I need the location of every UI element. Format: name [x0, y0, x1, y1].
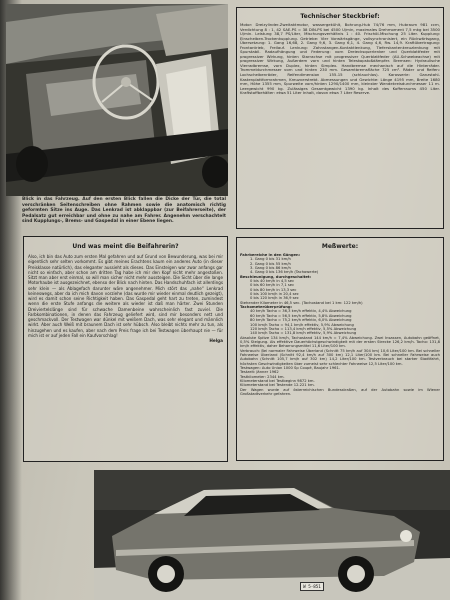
measurement-row: 0 bis 60 km/h in 7,1 sec [250, 283, 295, 288]
measurements-title: Meßwerte: [321, 243, 359, 250]
car-interior-photo [6, 4, 228, 196]
measurement-row: Absolute Spitze 134 km/h, Tachostand 144 km/h = 7,4% Abweichung. Zwei Insassen, Autobahn geöffnet, 0,5% Steigung. Als effektive Dauerhöchstgeschwindigkeit mit der ersten Strecke 126,2 km/h. Tacho: 131,8 km/h effektiv, daher Beharrungsmittel 11,6 Liter/100 km. [240, 335, 440, 349]
measurement-row: 80 km/h Tacho = 75,2 km/h effektiv, 6,0% Abweichung [250, 318, 352, 323]
measurement-row: 1. Gang 0 bis 31 km/h [250, 257, 291, 262]
measurement-row: Testzeit: Jänner 1962 [240, 370, 279, 375]
measurement-row: 4. Gang 0 bis 136 km/h (Tachowerte) [250, 270, 319, 275]
measurement-row: 140 km/h Tacho = 131,8 km/h effektiv, 5,9% Abweichung [250, 331, 357, 336]
measurement-row: 3. Gang 0 bis 86 km/h [250, 266, 291, 271]
measurement-row: Kilometerstand bei Testende 12.221 km. [240, 383, 315, 388]
technical-specs-box [236, 7, 444, 229]
measurement-row: Testwagen: Auto Union 1000 Sp Coupé, Baujahr 1961. [240, 365, 340, 370]
measurements-box [236, 237, 444, 461]
measurement-row: 0 bis 100 km/h in 20,4 sec [250, 292, 299, 297]
measurement-row: 0 bis 120 km/h in 36,9 sec [250, 296, 299, 301]
passenger-opinion-title: Und was meint die Beifahrerin? [72, 243, 179, 250]
passenger-opinion-text: Also, ich bin das Auto zum ersten Mal gefahren und auf Grund von Bewunderung, was bei mir eigentlich sehr selten vorkommt. Es gibt meines Erachtens kaum ein anderes Auto (in dieser Preisklasse natürlich), das eleganter aussieht als dieses. Das Einsteigen war zwar anfangs gar nicht so einfach, aber schon am dritten Tag habe ich mir den Kopf nicht mehr angestoßen. Sitzt man aber erst einmal, so will man sicher nicht mehr aussteigen. Die Sicht über die lange Motorhaube ist ausgezeichnet, ebenso der Blick nach hinten. Das Handschuhfach ist allerdings sehr klein — als Ablagefach darunter wäre angenehmer. Mich stört das „nahe“ Lenkrad keineswegs, aber da ich mich davon vorziehe (das wurde mir wieder einmal deutlich gezeigt), wird es damit schon seine Richtigkeit haben. Das Gaspedal geht hart zu treten, zumindest wenn die erste Stufe anfangs die weitere als wieder ist daß man härter. Zwei Stunden Dreiviertelslänge sind für schwache Damenbeine wahrscheinlich fast zuviel. Die Farbkombinationen, in denen das Fahrzeug geliefert wird, sind mir besonders nett und geschmackvoll. Der Testwagen war dünkel mit weißem Dach, was sehr elegant und männlich wirkt. Aber auch Weiß mit braunem Dach ist sehr hübsch. Also bleibt nichts mehr zu tun, als hinzugehen und es kaufen, aber nach dem Preis frage ich bei Testwagen überhaupt nie — für mich ist er auf jeden Fall ein Kaufvorschlag! [28, 254, 223, 338]
technical-specs-text: Motor: Dreizylinder-Zweitaktmotor, wassergekühlt, Bohrung-Hub 74/76 mm, Hubraum 981 ccm, Verdichtung 8 : 1, 42 SAE-PS = 38 DIN-PS bei 4500 U/min, maximales Drehmoment 7,5 mkg bei 3500 U/min. Leistung 38,7 PS/Liter, Mischungsverhältnis 1 : 40. Frischöl-Mischung 25 Liter. Kupplung: Einscheiben-Trockenkupplung. Getriebe: Vier Vorwärtsgänge, vollsynchronisiert, ein Rückwärtsgang, Übersetzung: 1. Gang 16,68, 2. Gang 9,6, 3. Gang 6,1, 4. Gang 4,6, Rw. 14,9. Kraftübertragung: Frontantrieb, Freilauf. Lenkung: Zahnstangen-Kontaktlenkung, Tieferskantenkreuzlenkung mit Spurstabil. Radaufhängung und Federung: vorn Dreiecksquerlenker und Querblattfeder mit progressiver Wirkung, hinten Starrachse mit progressiver Querblattfeder (AU-Schwebeachse) mit progressiver Wirkung, Außerdem vorn und hinten Teleskopstoßdämpfer. Bremsen: Hydraulische Vierradbremse, vorn Duplex, hinten Simplex. Handbremse mechanisch auf die Hinterräder. Trommeldurchmesser vorn und hinten 230 mm. Gesamtbremsfläche 725 cm². Räder und Reifen: Lochscheibenräder, Reifendimension 155-15 (schlauchlos). Karosserie: Ganzstahl-Kastenplattformrahmen, Kreuzverstrebt. Abmessungen und Gewichte: Länge 4195 mm, Breite 1680 mm, Höhe 1355 mm, Spurweite vorn/hinten 1290/1400 mm, kleinster Wendekreisdurchmesser 11 m. Leergewicht 990 kg. Zulässiges Gesamtgewicht 1390 kg. Inhalt des Kofferraums 450 Liter. Kraftstoffbehälter: etwa 51 Liter Inhalt, davon etwa 7 Liter Reserve. [240, 22, 440, 96]
photo-caption: Blick in das Fahrzeug. Auf den ersten Blick fallen die Dicke der Tür, die total verschränken Seitenschreiben ohne Rahmen sowie die anatomisch richtig geformten Sitze ins Auge. Das Lenkrad ist abklappbar (zur Beifahrerseite), der Pedalsatz gut erreichbar und ohne zu nahe am Fahrer. Angenehm verschachtelt sind Kupplungs-, Brems- und Gaspedal in einer Ebene liegen. [22, 197, 226, 225]
measurement-row: 120 km/h Tacho = 113,4 km/h effektiv, 5,5% Abweichung [250, 326, 357, 331]
technical-specs-title: Technischer Steckbrief: [300, 13, 380, 20]
measurement-row: Testkilometer: 2344 km. [240, 374, 285, 379]
measurement-row: 60 km/h Tacho = 56,5 km/h effektiv, 5,8% Abweichung [250, 313, 352, 318]
license-plate: W 5-851 [300, 582, 324, 591]
measurement-row: 2. Gang 0 bis 55 km/h [250, 261, 291, 266]
author-signature: Helga [209, 338, 223, 343]
measurement-row: 0 bis 80 km/h in 13,3 sec [250, 287, 297, 292]
measurement-row: Fahrbereiche in den Gängen: [240, 253, 301, 257]
passenger-opinion-box [23, 236, 228, 462]
measurement-row: 40 km/h Tacho = 36,3 km/h effektiv, 4,4% Abweichung [250, 309, 352, 314]
measurement-row: Der Wagen wurde auf österreichischen Bundesstraßen, auf der Autobahn sowie im Wiener Großstadtverkehr gefahren. [240, 387, 440, 396]
measurement-row: 100 km/h Tacho = 94,1 km/h effektiv, 5,9% Abweichung [250, 322, 354, 327]
measurement-row: Kilometerstand bei Testbeginn 9872 km. [240, 378, 315, 383]
measurement-row: Stehender Kilometer in 46,5 sec. (Tachostand bei 1 km: 122 km/h) [240, 300, 363, 305]
measurement-row: 0 bis 40 km/h in 4,5 sec [250, 279, 295, 284]
measurement-row: Beschleunigung, durchgeschaltet: [240, 274, 312, 279]
measurement-row: Verbrauch: Bei normaler Fahrweise Überland (Schnitt 75 km/h auf 304 km) 10,6 Liter/100 km. Bei schneller Fahrweise Überland (Schnitt 92,4 km/h auf 300 km) 12,1 Liter/100 km. Bei schneller Fahrweise auch Autobahn (Schnitt 105,7 km/h auf 302 km) 14,2 Liter/100 km. Testverbrauch bei starker Stadtfahrt, höchsten Geschwindigkeiten über zumeist sehr schlechter Fahrweise 12,5 Liter/100 km. [240, 348, 440, 366]
car-exterior-photo [94, 470, 450, 600]
measurements-list [240, 253, 440, 396]
measurement-row: Tachometerüberprüfung: [240, 305, 292, 310]
